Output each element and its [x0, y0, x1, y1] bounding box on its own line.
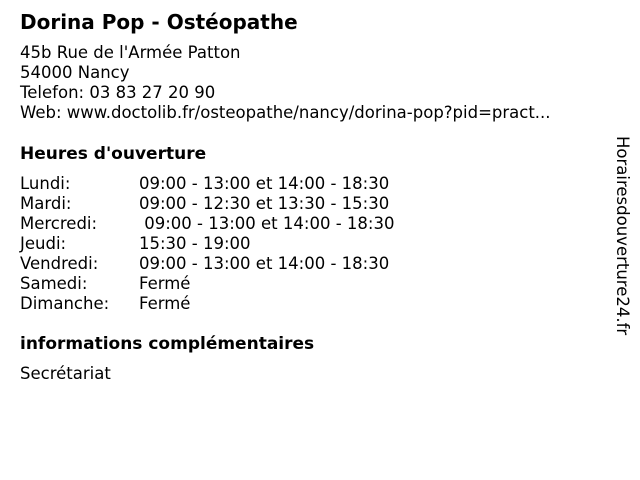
- address-street: 45b Rue de l'Armée Patton: [20, 43, 241, 62]
- day-label: Lundi:: [20, 174, 71, 193]
- day-hours: 15:30 - 19:00: [139, 234, 251, 253]
- day-label: Mardi:: [20, 194, 72, 213]
- day-hours: 09:00 - 13:00 et 14:00 - 18:30: [139, 254, 390, 273]
- website-link[interactable]: Web: www.doctolib.fr/osteopathe/nancy/dorina-pop?pid=pract...: [20, 103, 551, 122]
- hours-heading: Heures d'ouverture: [20, 144, 207, 164]
- phone-number: Telefon: 03 83 27 20 90: [20, 83, 216, 102]
- address-city: 54000 Nancy: [20, 63, 130, 82]
- day-label: Jeudi:: [20, 234, 67, 253]
- page-title: Dorina Pop - Ostéopathe: [20, 10, 298, 34]
- day-hours: Fermé: [139, 274, 191, 293]
- address-block: [20, 43, 551, 123]
- info-text: Secrétariat: [20, 364, 111, 383]
- day-label: Mercredi:: [20, 214, 98, 233]
- day-hours: 09:00 - 13:00 et 14:00 - 18:30: [139, 174, 390, 193]
- brand-watermark: Horairesdouverture24.fr: [613, 136, 632, 336]
- day-label: Dimanche:: [20, 294, 110, 313]
- day-hours: 09:00 - 12:30 et 13:30 - 15:30: [139, 194, 390, 213]
- day-label: Samedi:: [20, 274, 88, 293]
- day-label: Vendredi:: [20, 254, 99, 273]
- info-heading: informations complémentaires: [20, 334, 315, 354]
- day-hours: Fermé: [139, 294, 191, 313]
- day-hours: 09:00 - 13:00 et 14:00 - 18:30: [139, 214, 395, 233]
